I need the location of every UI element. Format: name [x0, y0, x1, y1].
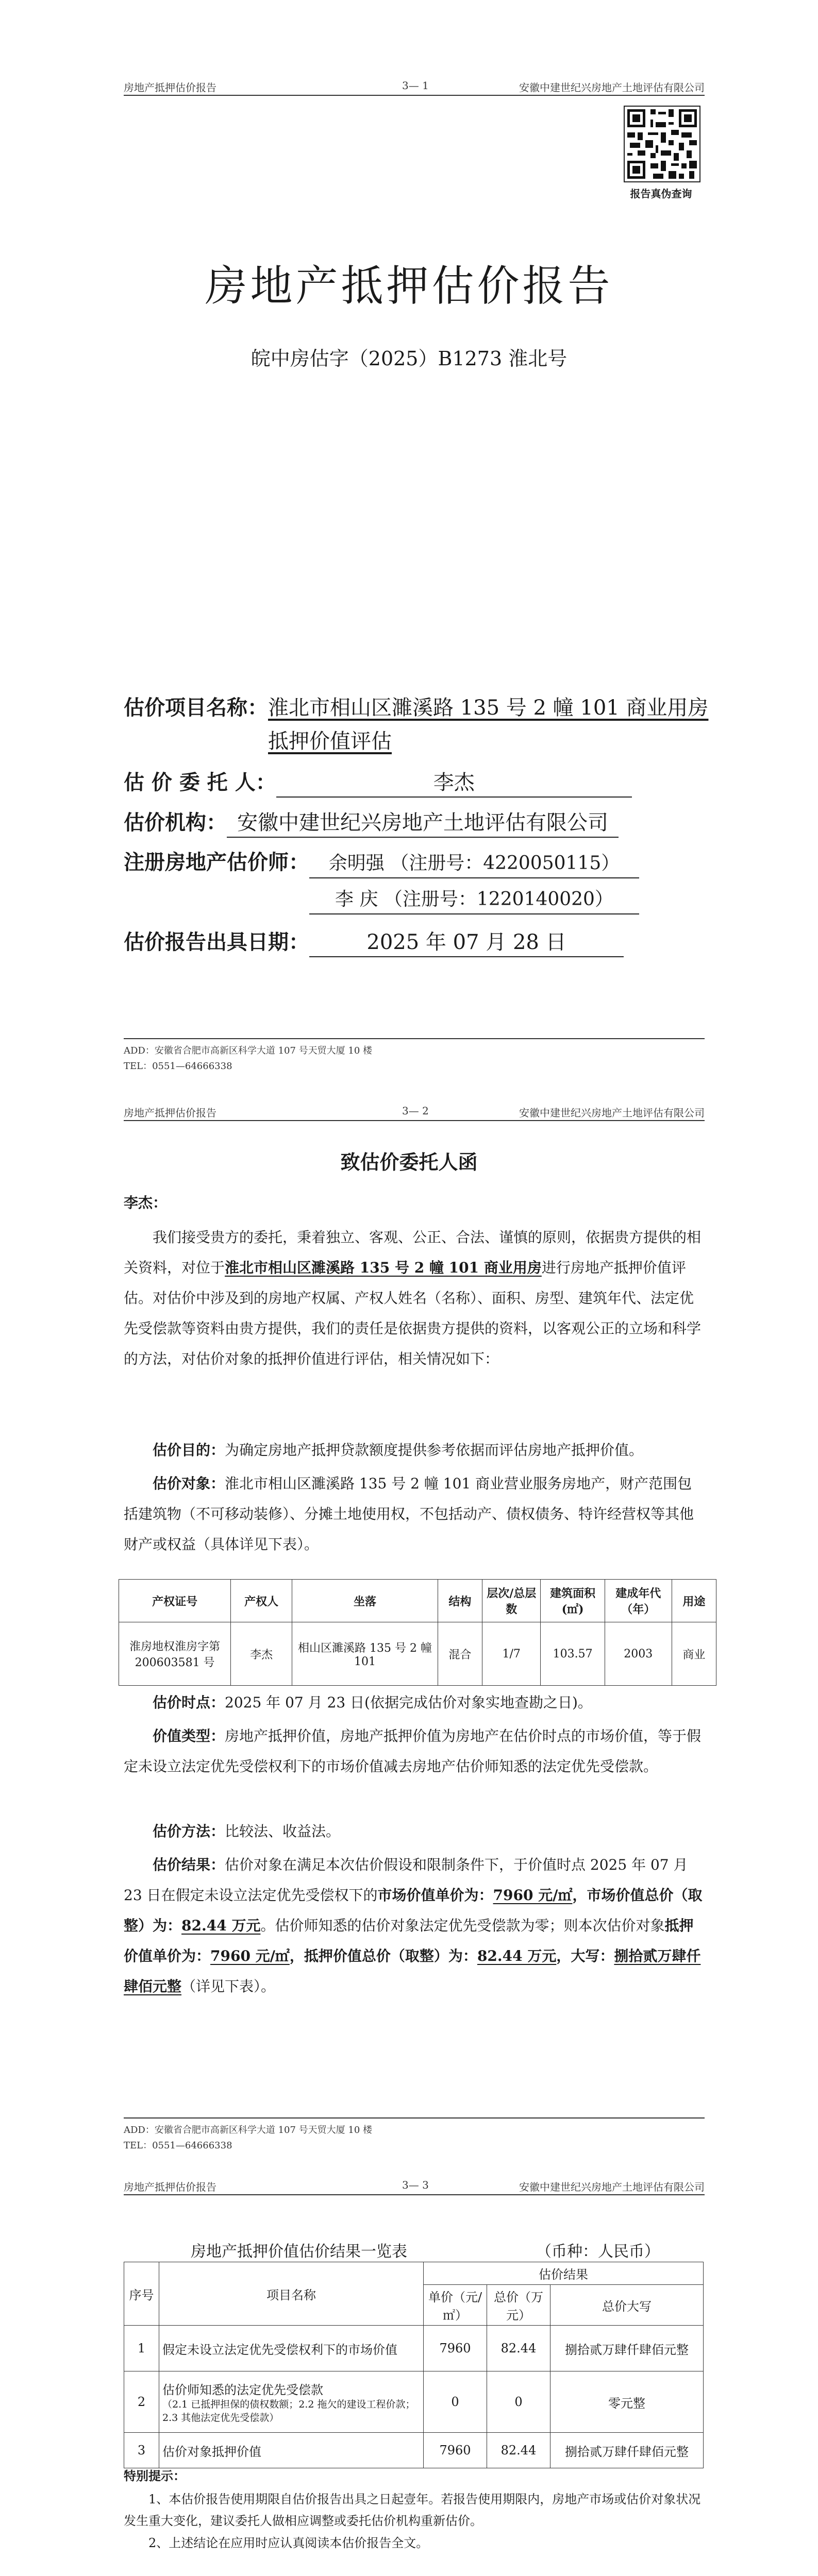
- project-name-row-2: 抵押价值评估: [268, 730, 392, 753]
- page-header: 房地产抵押估价报告 3— 3 安徽中建世纪兴房地产土地评估有限公司: [124, 2177, 705, 2195]
- table-row: 淮房地权淮房字第 200603581 号 李杰 相山区濉溪路 135 号 2 幢 101 混合 1/7 103.57 2003 商业: [119, 1622, 716, 1686]
- qr-caption: 报告真伪查询: [630, 188, 692, 200]
- appraiser-2: 李 庆 （注册号：1220140020）: [309, 886, 639, 914]
- purpose-paragraph: 估价目的：为确定房地产抵押贷款额度提供参考依据而评估房地产抵押价值。: [153, 1442, 644, 1459]
- appraiser-row: 注册房地产估价师： 余明强 （注册号：4220050115）: [124, 848, 639, 878]
- page-header: [124, 77, 705, 96]
- report-title: 房地产抵押估价报告: [205, 262, 613, 311]
- page-footer: ADD：安徽省合肥市高新区科学大道 107 号天贸大厦 10 楼 TEL：0551—64666338: [124, 2117, 705, 2154]
- table-row: 3 估价对象抵押价值 7960 82.44 捌拾贰万肆仟肆佰元整: [124, 2433, 704, 2468]
- intro-paragraph: 我们接受贵方的委托，秉着独立、客观、公正、合法、谨慎的原则，依据贵方提供的相关资料，对位于淮北市相山区濉溪路 135 号 2 幢 101 商业用房进行房地产抵押价值评估。对估价中涉及到的房地产权属、产权人姓名（名称）、面积、房型、建筑年代、法定优先受偿款等资料由贵方提供，我们的责任是依据贵方提供的资料，以客观公正的立场和科学的方法，对估价对象的抵押价值进行评估，相关情况如下：: [124, 1229, 702, 1367]
- agency-row: 估价机构： 安徽中建世纪兴房地产土地评估有限公司: [124, 808, 619, 838]
- total-upper: 捌拾贰万肆仟肆佰元整: [124, 1947, 701, 1995]
- object-paragraph: 估价对象：淮北市相山区濉溪路 135 号 2 幢 101 商业营业服务房地产，财产范围包括建筑物（不可移动装修）、分摊土地使用权，不包括动产、债权债务、特许经营权等其他财产或权益（具体详见下表）。: [124, 1475, 694, 1553]
- result-paragraph: 估价结果：估价对象在满足本次估价假设和限制条件下，于价值时点 2025 年 07 月 23 日在假定未设立法定优先受偿权下的市场价值单价为：7960 元/㎡，市场价值总价（取整）为：82.44 万元。估价师知悉的估价对象法定优先受偿款为零；则本次估价对象抵押价值单价为：7960 元/㎡，抵押价值总价（取整）为：82.44 万元，大写：捌拾贰万肆仟肆佰元整（详见下表）。: [124, 1856, 703, 1995]
- project-name-row: 估价项目名称：淮北市相山区濉溪路 135 号 2 幢 101 商业用房: [124, 696, 709, 720]
- header-left: 房地产抵押估价报告: [124, 81, 216, 94]
- cover-page: [0, 0, 818, 1079]
- date-row: 估价报告出具日期： 2025 年 07 月 28 日: [124, 927, 624, 957]
- table-header-row: 产权证号 产权人 坐落 结构 层次/总层数 建筑面积(㎡) 建成年代（年） 用途: [119, 1580, 716, 1622]
- property-address: 淮北市相山区濉溪路 135 号 2 幢 101 商业用房: [225, 1259, 542, 1276]
- header-right: 安徽中建世纪兴房地产土地评估有限公司: [519, 81, 705, 94]
- property-table: [119, 1579, 716, 1686]
- page-footer: ADD：安徽省合肥市高新区科学大道 107 号天贸大厦 10 楼 TEL：0551—64666338: [124, 1038, 705, 1074]
- type-paragraph: 价值类型：房地产抵押价值，房地产抵押价值为房地产在估价时点的市场价值，等于假定未设立法定优先受偿权利下的市场价值减去房地产估价师知悉的法定优先受偿款。: [124, 1727, 702, 1775]
- appraiser-row-2: [309, 884, 639, 914]
- header-page-no: 3— 1: [402, 79, 429, 92]
- time-paragraph: 估价时点：2025 年 07 月 23 日(依据完成估价对象实地查勘之日)。: [153, 1694, 592, 1711]
- agency-value: 安徽中建世纪兴房地产土地评估有限公司: [227, 809, 619, 838]
- date-value: 2025 年 07 月 28 日: [309, 928, 624, 957]
- header-page-no: 3— 3: [402, 2179, 429, 2191]
- total-price: 82.44 万元: [181, 1917, 261, 1934]
- header-page-no: 3— 2: [402, 1105, 429, 1117]
- letter-title: 致估价委托人函: [340, 1150, 478, 1174]
- salutation: 李杰：: [124, 1194, 168, 1211]
- table-row: 1 假定未设立法定优先受偿权利下的市场价值 7960 82.44 捌拾贰万肆仟肆佰元整: [124, 2326, 704, 2371]
- qr-code-icon[interactable]: [624, 106, 700, 182]
- notes-title: 特别提示：: [124, 2468, 186, 2483]
- report-doc-number: 皖中房估字（2025）B1273 淮北号: [251, 347, 567, 370]
- page-header: 房地产抵押估价报告 3— 2 安徽中建世纪兴房地产土地评估有限公司: [124, 1103, 705, 1121]
- method-paragraph: 估价方法：比较法、收益法。: [153, 1823, 341, 1840]
- summary-currency: （币种：人民币）: [536, 2243, 660, 2261]
- summary-caption: 房地产抵押价值估价结果一览表: [191, 2243, 407, 2261]
- summary-table: 序号 项目名称 估价结果 单价（元/㎡） 总价（万元） 总价大写 1 假定未设立法定优先受偿权利下的市场价值 7960 82.44 捌拾贰万肆仟肆佰元整 2 估价师知悉的法定优先受偿款 （2.1 已抵押担保的债权数额；2.2 拖欠的建设工程价款；2.3 其他法定优先受偿款） 0 0 零元整 3 估价对象抵押价值 7960 82.44 捌拾贰万肆仟肆佰元整: [124, 2262, 704, 2468]
- table-row: 2 估价师知悉的法定优先受偿款 （2.1 已抵押担保的债权数额；2.2 拖欠的建设工程价款；2.3 其他法定优先受偿款） 0 0 零元整: [124, 2371, 704, 2433]
- note-1: 1、本估价报告使用期限自估价报告出具之日起壹年。若报告使用期限内，房地产市场或估价对象状况发生重大变化，建议委托人做相应调整或委托估价机构重新估价。: [124, 2492, 701, 2528]
- client-value: 李杰: [276, 769, 632, 798]
- unit-price: 7960 元/㎡: [493, 1887, 573, 1904]
- client-row: 估 价 委 托 人： 李杰: [124, 768, 632, 798]
- appraiser-1: 余明强 （注册号：4220050115）: [309, 850, 639, 878]
- note-2: 2、上述结论在应用时应认真阅读本估价报告全文。: [148, 2536, 429, 2550]
- project-name-value: 淮北市相山区濉溪路 135 号 2 幢 101 商业用房: [268, 696, 709, 720]
